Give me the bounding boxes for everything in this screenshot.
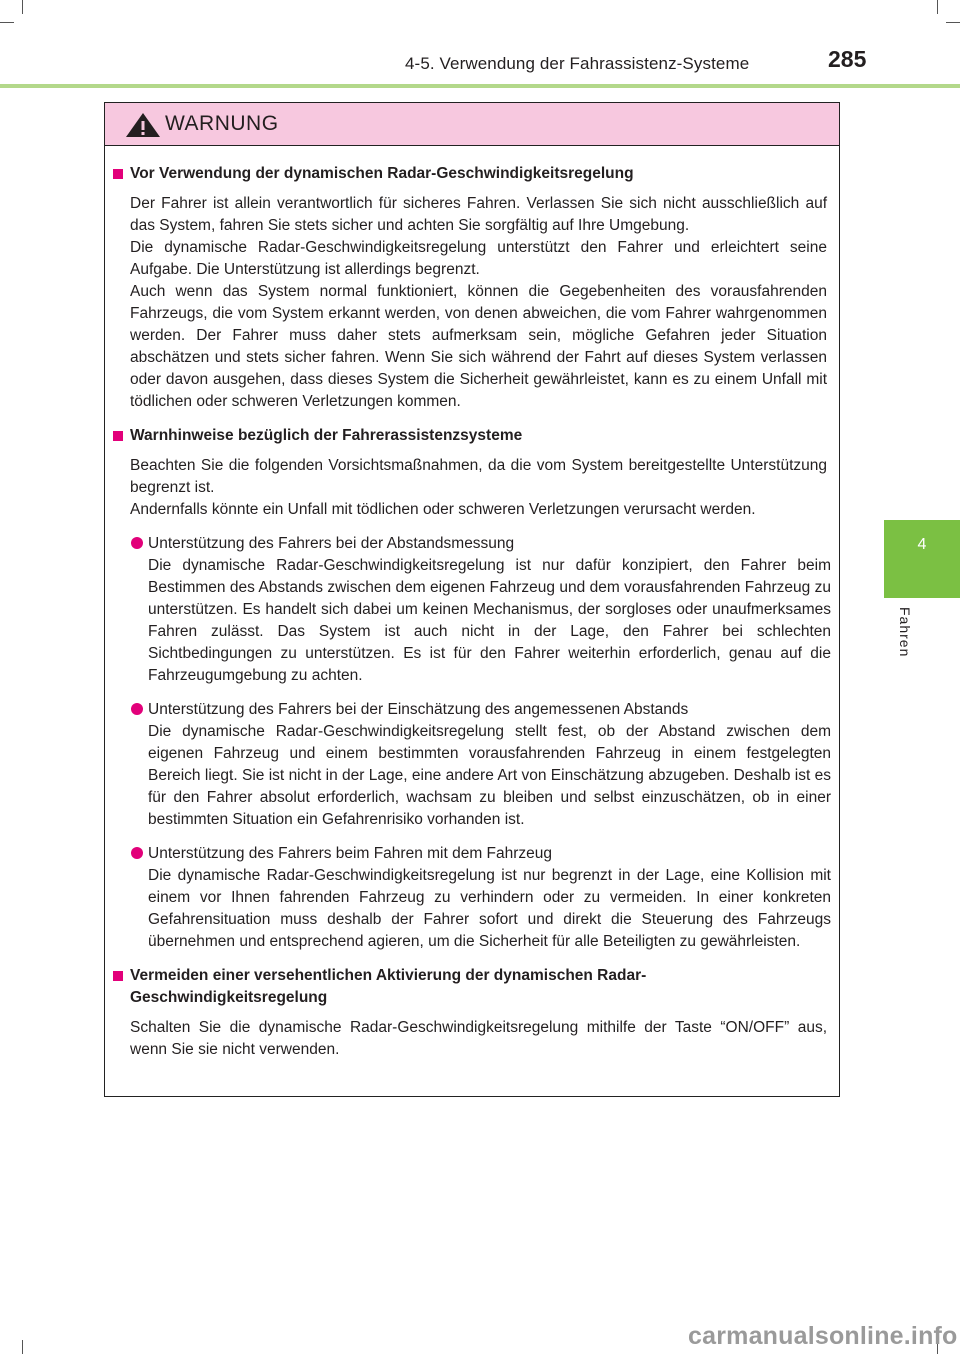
bullet-title: Unterstützung des Fahrers bei der Einschätzung des angemessenen Abstands [148, 701, 689, 718]
warning-section [105, 425, 839, 953]
list-item [148, 699, 831, 831]
square-bullet-icon [113, 971, 123, 981]
chapter-tab: 4 [884, 520, 960, 598]
paragraph: Der Fahrer ist allein verantwortlich für sicheres Fahren. Verlassen Sie sich nicht ausschließlich auf das System, fahren Sie stets sicher und achten Sie sorgfältig auf Ihre Umgebung. [130, 195, 827, 234]
list-item [148, 533, 831, 687]
section-body [130, 1017, 827, 1061]
round-bullet-icon [131, 703, 143, 715]
bullet-text: Die dynamische Radar-Geschwindigkeitsregelung ist nur dafür konzipiert, den Fahrer beim Bestimmen des Abstands zwischen dem eigenen Fahrzeug und dem vorausfahrenden Fahrzeug zu unterstützen. Es handelt sich dabei um keinen Mechanismus, der sorgloses oder unaufmerksames Fahren zulässt. Das System ist auch nicht in der Lage, den Fahrer bei schlechten Sichtbedingungen zu unterstützen. Es ist für den Fahrer weiterhin erforderlich, genau auf die Fahrzeugumgebung zu achten. [148, 557, 831, 684]
chapter-label: Fahren [897, 607, 913, 658]
crop-mark [22, 1340, 23, 1354]
warning-section [105, 163, 839, 413]
page-number: 285 [828, 46, 867, 72]
crop-mark [937, 0, 938, 14]
paragraph: Andernfalls könnte ein Unfall mit tödlichen oder schweren Verletzungen verursacht werden. [130, 501, 756, 518]
section-heading: Vor Verwendung der dynamischen Radar-Geschwindigkeitsregelung [105, 163, 839, 185]
paragraph: Auch wenn das System normal funktioniert, können die Gegebenheiten des vorausfahrenden Fahrzeugs, die vom System erkannt werden, von denen abweichen, die vom Fahrer wahrgenommen werden. Der Fahrer muss daher stets aufmerksam sein, mögliche Gefahren jeder Situation abschätzen und stets sicher fahren. Wenn Sie sich während der Fahrt auf dieses System verlassen oder davon ausgehen, dass dieses System die Sicherheit gewährleistet, kann es zu einem Unfall mit tödlichen oder schweren Verletzungen kommen. [130, 283, 827, 410]
watermark: carmanualsonline.info [688, 1322, 958, 1350]
warning-title: WARNUNG [165, 112, 279, 135]
section-heading: Warnhinweise bezüglich der Fahrerassistenzsysteme [105, 425, 839, 447]
crop-mark [22, 0, 23, 14]
warning-content [105, 163, 839, 1073]
paragraph: Beachten Sie die folgenden Vorsichtsmaßnahmen, da die vom System bereitgestellte Unterstützung begrenzt ist. [130, 457, 827, 496]
round-bullet-icon [131, 537, 143, 549]
bullet-text: Die dynamische Radar-Geschwindigkeitsregelung ist nur begrenzt in der Lage, eine Kollision mit einem vor Ihnen fahrenden Fahrzeug zu verhindern oder zu vermeiden. In einer konkreten Gefahrensituation muss deshalb der Fahrer sofort und direkt die Steuerung des Fahrzeugs übernehmen und entsprechend agieren, um die Sicherheit für alle Beteiligten zu gewährleisten. [148, 867, 831, 950]
round-bullet-icon [131, 847, 143, 859]
section-body [130, 455, 827, 521]
square-bullet-icon [113, 431, 123, 441]
section-heading: Vermeiden einer versehentlichen Aktivierung der dynamischen Radar-Geschwindigkeitsregelung [105, 965, 839, 1009]
bullet-title: Unterstützung des Fahrers beim Fahren mit dem Fahrzeug [148, 845, 553, 862]
bullet-text: Die dynamische Radar-Geschwindigkeitsregelung stellt fest, ob der Abstand zwischen dem eigenen Fahrzeug und einem bestimmten vorausfahrenden Fahrzeug in einem festgelegten Bereich liegt. Sie ist nicht in der Lage, eine andere Art von Einschätzung abzugeben. Deshalb ist es für den Fahrer absolut erforderlich, wachsam zu bleiben und selbst einzuschätzen, ob in einer bestimmten Situation ein Gefahrenrisiko vorhanden ist. [148, 723, 831, 828]
crop-mark [0, 22, 14, 23]
paragraph: Die dynamische Radar-Geschwindigkeitsregelung unterstützt den Fahrer und erleichtert seine Aufgabe. Die Unterstützung ist allerdings begrenzt. [130, 239, 827, 278]
warning-section [105, 965, 839, 1061]
warning-box [104, 102, 840, 1097]
header-rule [0, 84, 960, 88]
warning-triangle-icon [123, 111, 163, 139]
square-bullet-icon [113, 169, 123, 179]
paragraph: Schalten Sie die dynamische Radar-Geschwindigkeitsregelung mithilfe der Taste “ON/OFF” aus, wenn Sie sie nicht verwenden. [130, 1019, 827, 1058]
list-item [148, 843, 831, 953]
crop-mark [946, 22, 960, 23]
warning-header [105, 103, 839, 146]
section-body [130, 193, 827, 413]
bullet-title: Unterstützung des Fahrers bei der Abstandsmessung [148, 535, 515, 552]
section-title: 4-5. Verwendung der Fahrassistenz-Systeme [405, 54, 750, 73]
